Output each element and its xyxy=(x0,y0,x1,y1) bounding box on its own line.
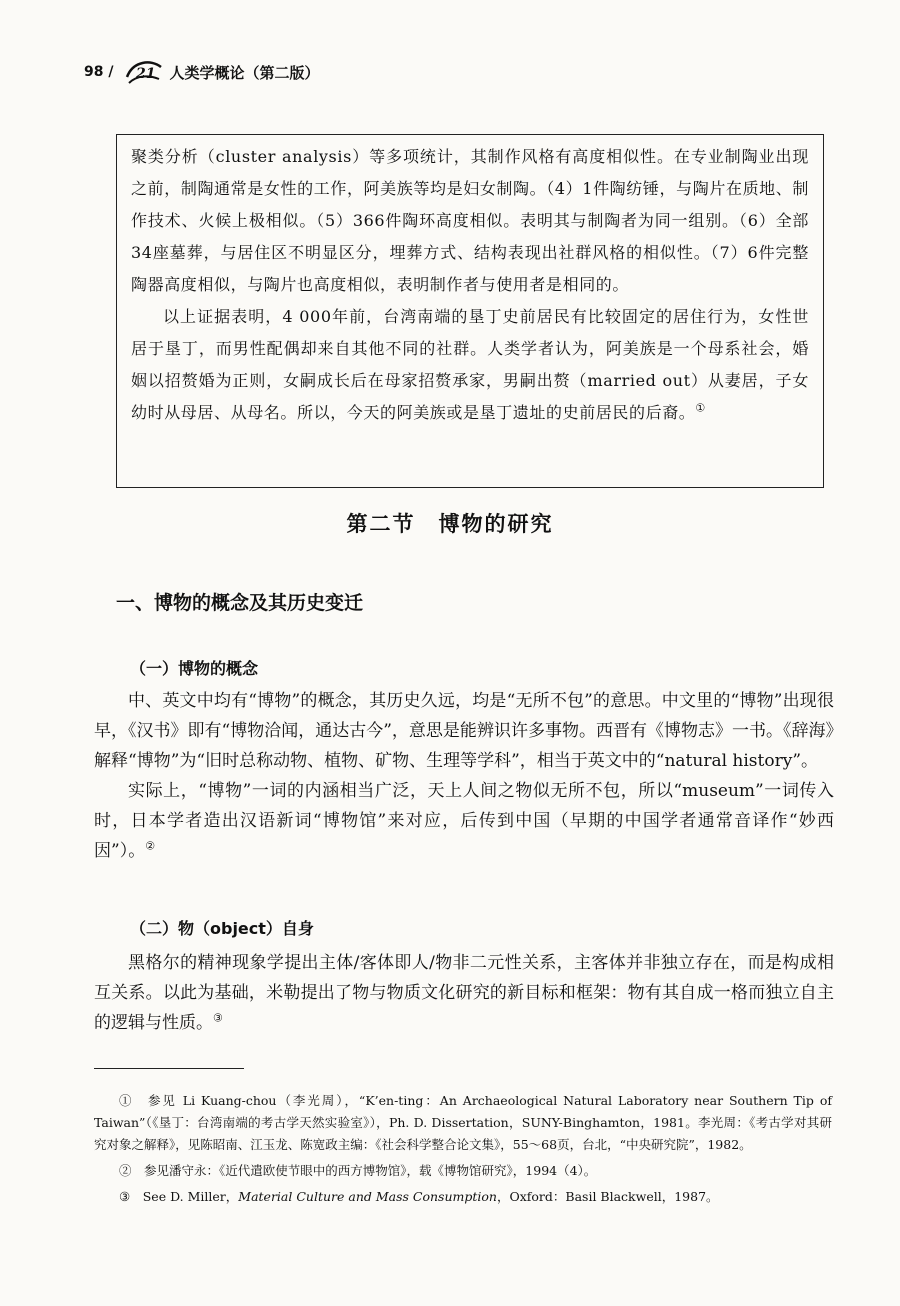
footnote-text: 参见潘守永：《近代遣欧使节眼中的西方博物馆》，载《博物馆研究》，1994（4）。 xyxy=(144,1163,597,1178)
footnote xyxy=(94,1160,832,1182)
concept-section-body xyxy=(94,686,834,866)
case-study-box xyxy=(116,134,824,488)
book-title: 人类学概论（第二版） xyxy=(169,63,320,82)
subheading-object: （二）物（object）自身 xyxy=(130,919,314,938)
subheading-concept: （一）博物的概念 xyxy=(130,659,259,678)
footnote-book-title: Material Culture and Mass Consumption xyxy=(238,1189,497,1204)
footnote-mark: ① xyxy=(119,1093,134,1108)
body-paragraph xyxy=(94,776,834,866)
heading-level-1: 一、博物的概念及其历史变迁 xyxy=(116,592,364,614)
body-paragraph xyxy=(94,948,834,1038)
footnote-text: See D. Miller， xyxy=(142,1189,239,1204)
page-number: 98 / xyxy=(84,64,114,80)
footnote-ref[interactable]: ② xyxy=(145,839,156,853)
object-section-body xyxy=(94,948,834,1038)
footnote-ref[interactable]: ③ xyxy=(213,1011,223,1025)
footnote-text: ，Oxford：Basil Blackwell，1987。 xyxy=(496,1189,719,1204)
box-paragraph-text: 以上证据表明，4 000年前，台湾南端的垦丁史前居民有比较固定的居住行为，女性世居于垦丁，而男性配偶却来自其他不同的社群。人类学者认为，阿美族是一个母系社会，婚姻以招赘婚为正则，女嗣成长后在母家招赘承家，男嗣出赘（married out）从妻居，子女幼时从母居、从母名。所以，今天的阿美族或是垦丁遗址的史前居民的后裔。 xyxy=(131,307,809,422)
footnote-divider xyxy=(94,1068,244,1069)
logo-text: 21 xyxy=(136,66,156,82)
footnote xyxy=(94,1090,832,1156)
section-title: 第二节 博物的研究 xyxy=(346,512,554,536)
footnote-text: 参见 Li Kuang-chou（李光周），“K’en-ting：An Archaeological Natural Laboratory near Southern Tip of Taiwan”（《垦丁：台湾南端的考古学天然实验室》），Ph. D. Dissertation，SUNY-Binghamton，1981。李光周：《考古学对其研究对象之解释》，见陈昭南、江玉龙、陈宽政主编：《社会科学整合论文集》，55～68页，台北，“中央研究院”，1982。 xyxy=(94,1093,832,1152)
book-series-logo-icon xyxy=(125,57,163,87)
box-paragraph xyxy=(131,301,809,429)
body-paragraph: 中、英文中均有“博物”的概念，其历史久远，均是“无所不包”的意思。中文里的“博物”出现很早，《汉书》即有“博物洽闻，通达古今”，意思是能辨识许多事物。西晋有《博物志》一书。《辞海》解释“博物”为“旧时总称动物、植物、矿物、生理等学科”，相当于英文中的“natural history”。 xyxy=(94,691,834,771)
footnote-ref[interactable]: ① xyxy=(695,401,706,415)
footnote-mark: ② xyxy=(119,1163,132,1178)
body-paragraph-text: 黑格尔的精神现象学提出主体/客体即人/物非二元性关系，主客体并非独立存在，而是构成相互关系。以此为基础，米勒提出了物与物质文化研究的新目标和框架：物有其自成一格而独立自主的逻辑与性质。 xyxy=(94,953,834,1033)
footnote xyxy=(94,1186,832,1208)
footnotes xyxy=(94,1090,832,1212)
body-paragraph-text: 实际上，“博物”一词的内涵相当广泛，天上人间之物似无所不包，所以“museum”一词传入时，日本学者造出汉语新词“博物馆”来对应，后传到中国（早期的中国学者通常音译作“妙西因”）。 xyxy=(94,781,834,861)
box-paragraph: 聚类分析（cluster analysis）等多项统计，其制作风格有高度相似性。在专业制陶业出现之前，制陶通常是女性的工作，阿美族等均是妇女制陶。（4）1件陶纺锤，与陶片在质地、制作技术、火候上极相似。（5）366件陶环高度相似。表明其与制陶者为同一组别。（6）全部34座墓葬，与居住区不明显区分，埋葬方式、结构表现出社群风格的相似性。（7）6件完整陶器高度相似，与陶片也高度相似，表明制作者与使用者是相同的。 xyxy=(131,147,809,294)
running-header xyxy=(84,54,320,90)
footnote-mark: ③ xyxy=(119,1189,131,1204)
